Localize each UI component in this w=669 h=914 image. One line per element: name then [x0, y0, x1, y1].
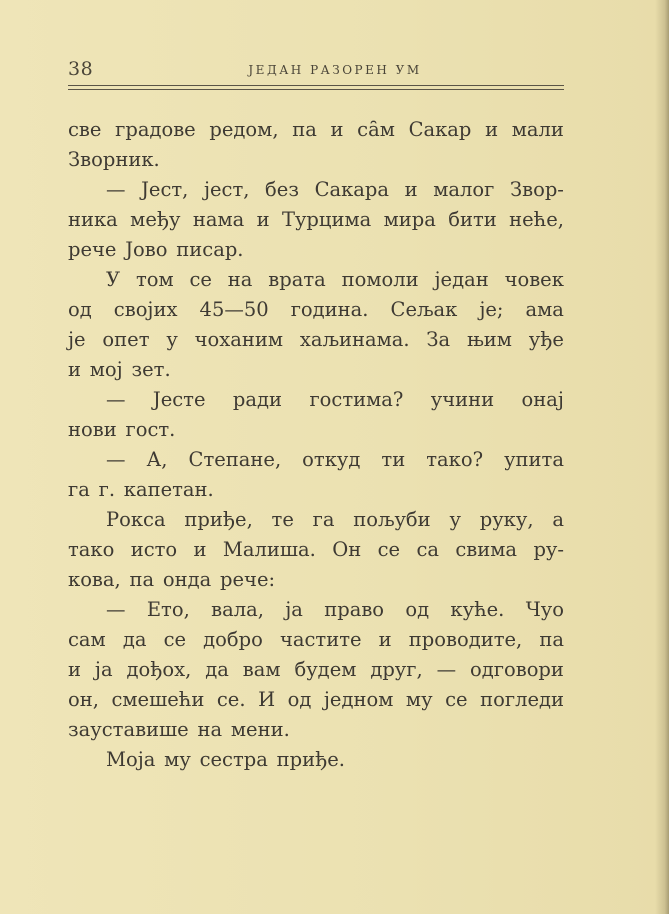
word: —	[106, 448, 126, 471]
word: У	[106, 268, 121, 291]
word: капетан.	[123, 478, 214, 501]
word: мира	[383, 208, 436, 231]
word: па	[292, 118, 317, 141]
word: руку,	[479, 508, 534, 531]
word: ама	[525, 298, 564, 321]
word: Рокса	[106, 508, 166, 531]
word: ру-	[533, 538, 564, 561]
word: година.	[290, 298, 369, 321]
word: вам	[242, 658, 281, 681]
word: му	[164, 748, 191, 771]
text-line	[68, 115, 564, 145]
word: па	[129, 568, 155, 591]
running-title: ЈЕДАН РАЗОРЕН УМ	[248, 63, 422, 77]
word: једном	[323, 688, 394, 711]
word: неће,	[509, 208, 564, 231]
word: гостима?	[309, 388, 404, 411]
text-line	[68, 475, 564, 505]
word: —	[106, 598, 126, 621]
word: упита	[504, 448, 564, 471]
text-line	[68, 625, 564, 655]
word: Чуо	[525, 598, 564, 621]
word: један	[434, 268, 489, 291]
word: га	[68, 478, 90, 501]
word: без	[265, 178, 299, 201]
word: се	[189, 268, 212, 291]
text-line	[68, 535, 564, 565]
word: па	[539, 628, 564, 651]
word: рече:	[220, 568, 276, 591]
word: тако?	[426, 448, 484, 471]
word: Он	[332, 538, 362, 561]
page-number: 38	[68, 58, 94, 80]
word: у	[166, 328, 178, 351]
text-line	[68, 685, 564, 715]
page-edge-shadow	[655, 0, 669, 914]
word: рече	[68, 238, 117, 261]
text-line	[68, 565, 564, 595]
word: те	[271, 508, 294, 531]
word: на	[197, 718, 223, 741]
page-header	[68, 58, 564, 84]
text-line	[68, 415, 564, 445]
word: он,	[68, 688, 99, 711]
word: Степане,	[188, 448, 282, 471]
word: частите	[279, 628, 362, 651]
word: редом,	[209, 118, 279, 141]
text-line	[68, 265, 564, 295]
text-line	[68, 235, 564, 265]
word: се	[163, 628, 187, 651]
word: Турцима	[281, 208, 372, 231]
word: том	[135, 268, 174, 291]
word: помоли	[341, 268, 419, 291]
word: ради	[232, 388, 283, 411]
word: Јест,	[141, 178, 189, 201]
word: својих	[113, 298, 178, 321]
word: Сељак	[390, 298, 458, 321]
word: и	[68, 358, 81, 381]
word: од	[68, 298, 92, 321]
word: Сакар	[408, 118, 472, 141]
text-line	[68, 655, 564, 685]
word: све	[68, 118, 102, 141]
text-line	[68, 325, 564, 355]
word: је	[68, 328, 86, 351]
word: и	[68, 658, 81, 681]
word: приђе.	[276, 748, 345, 771]
text-line	[68, 175, 564, 205]
word: будем	[294, 658, 357, 681]
word: чоханим	[194, 328, 284, 351]
text-line	[68, 295, 564, 325]
word: мали	[511, 118, 564, 141]
text-line	[68, 445, 564, 475]
word: бити	[448, 208, 497, 231]
word: се	[377, 538, 401, 561]
word: малог	[433, 178, 495, 201]
text-line	[68, 205, 564, 235]
word: —	[106, 178, 126, 201]
word: хаљинама.	[299, 328, 410, 351]
word: ти	[381, 448, 406, 471]
word: ја	[285, 598, 303, 621]
word: му	[405, 688, 433, 711]
word: проводите,	[408, 628, 523, 651]
word: Сакара	[314, 178, 390, 201]
header-rule-thin	[68, 89, 564, 90]
word: са̑м	[357, 118, 395, 141]
word: зет.	[131, 358, 171, 381]
word: пољуби	[353, 508, 431, 531]
word: се.	[216, 688, 246, 711]
word: добро	[203, 628, 263, 651]
body-text	[68, 115, 564, 775]
word: мени.	[230, 718, 290, 741]
word: да	[205, 658, 229, 681]
word: тако	[68, 538, 115, 561]
word: ја	[94, 658, 113, 681]
word: и	[378, 628, 392, 651]
text-line	[68, 355, 564, 385]
word: г.	[98, 478, 116, 501]
text-line	[68, 385, 564, 415]
word: —	[106, 388, 126, 411]
word: сестра	[199, 748, 268, 771]
word: и	[256, 208, 270, 231]
word: опет	[102, 328, 150, 351]
text-line	[68, 715, 564, 745]
word: и	[330, 118, 344, 141]
word: мој	[89, 358, 123, 381]
word: —	[436, 658, 457, 681]
word: човек	[504, 268, 564, 291]
word: приђе,	[184, 508, 253, 531]
word: њим	[467, 328, 512, 351]
word: онда	[162, 568, 212, 591]
word: откуд	[302, 448, 361, 471]
word: свима	[455, 538, 518, 561]
word: међу	[130, 208, 181, 231]
word: Јесте	[152, 388, 206, 411]
word: врата	[268, 268, 326, 291]
word: јест,	[203, 178, 250, 201]
word: Ето,	[146, 598, 190, 621]
text-line	[68, 595, 564, 625]
word: да	[122, 628, 147, 651]
word: га	[312, 508, 335, 531]
word: и	[193, 538, 207, 561]
word: онај	[521, 388, 564, 411]
word: гост.	[125, 418, 176, 441]
word: зауставише	[68, 718, 189, 741]
word: је;	[479, 298, 504, 321]
word: А,	[146, 448, 168, 471]
word: друг,	[370, 658, 423, 681]
word: кова,	[68, 568, 121, 591]
word: од	[287, 688, 312, 711]
word: Малиша.	[222, 538, 316, 561]
word: од	[405, 598, 430, 621]
word: градове	[115, 118, 196, 141]
text-line	[68, 145, 564, 175]
word: Моја	[106, 748, 156, 771]
word: одговори	[470, 658, 564, 681]
word: нама	[192, 208, 245, 231]
word: право	[324, 598, 385, 621]
word: уђе	[528, 328, 564, 351]
word: ника	[68, 208, 118, 231]
word: учини	[430, 388, 495, 411]
word: смешећи	[111, 688, 205, 711]
word: и	[485, 118, 499, 141]
word: са	[416, 538, 439, 561]
word: вала,	[211, 598, 264, 621]
word: За	[426, 328, 451, 351]
word: Звор-	[509, 178, 564, 201]
word: у	[449, 508, 461, 531]
word: Зворник.	[68, 148, 160, 171]
word: се	[445, 688, 468, 711]
word: И	[258, 688, 276, 711]
word: а	[552, 508, 564, 531]
word: на	[227, 268, 253, 291]
word: погледи	[480, 688, 564, 711]
word: 45—50	[199, 298, 269, 321]
word: писар.	[176, 238, 244, 261]
text-line	[68, 505, 564, 535]
word: и	[404, 178, 418, 201]
text-line	[68, 745, 564, 775]
header-rule	[68, 85, 564, 86]
word: исто	[130, 538, 178, 561]
word: Јово	[125, 238, 168, 261]
word: нови	[68, 418, 117, 441]
word: дођох,	[126, 658, 192, 681]
word: куће.	[450, 598, 505, 621]
word: сам	[68, 628, 106, 651]
